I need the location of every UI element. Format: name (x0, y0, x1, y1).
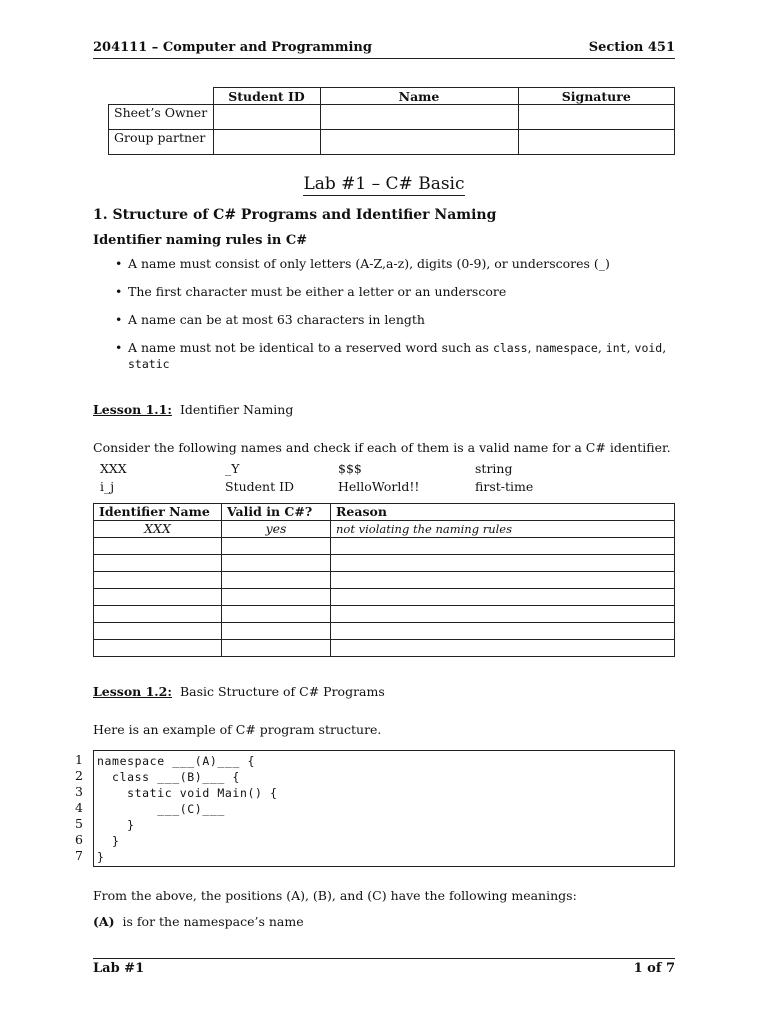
footer-lab: Lab #1 (93, 961, 145, 976)
page-title: Lab #1 – C# Basic (303, 174, 465, 194)
code-box (93, 750, 675, 867)
page-header (93, 40, 675, 59)
lesson-1-1-intro: Consider the following names and check if each of them is a valid name for a C# identifier. (93, 440, 671, 455)
owner-student-id-cell[interactable] (213, 105, 320, 130)
table-row[interactable] (94, 623, 675, 640)
reserved-word: static (128, 357, 170, 371)
reserved-word: int (605, 341, 627, 355)
candidate-names (100, 461, 675, 497)
example-reason: not violating the naming rules (331, 521, 675, 538)
section-number: Section 451 (588, 40, 675, 55)
lesson-1-1-heading: Lesson 1.1: Identifier Naming (93, 402, 294, 417)
partner-signature-cell[interactable] (518, 130, 675, 155)
table-row[interactable] (94, 555, 675, 572)
lesson-1-2-intro: Here is an example of C# program structure. (93, 722, 382, 737)
meaning-a: (A) is for the namespace’s name (93, 914, 304, 929)
example-valid: yes (222, 521, 331, 538)
owner-name-cell[interactable] (320, 105, 518, 130)
reserved-word: namespace (535, 341, 598, 355)
table-row[interactable] (94, 640, 675, 657)
line-numbers: 1 2 3 4 5 6 7 (75, 752, 83, 863)
table-row[interactable] (94, 589, 675, 606)
example-identifier: XXX (94, 521, 222, 538)
col-valid: Valid in C#? (222, 504, 331, 521)
reserved-word: void (634, 341, 663, 355)
col-identifier-name: Identifier Name (94, 504, 222, 521)
table-row[interactable] (94, 572, 675, 589)
names-row: i_j Student ID HelloWorld!! first-time (100, 479, 534, 494)
reserved-word: class (492, 341, 528, 355)
lesson-1-2-heading: Lesson 1.2: Basic Structure of C# Programs (93, 684, 385, 699)
page-number: 1 of 7 (633, 961, 675, 976)
list-item: • The first character must be either a letter or an underscore (93, 284, 675, 300)
naming-rules-list (93, 256, 675, 384)
names-row: XXX _Y $$$ string (100, 461, 513, 476)
table-row[interactable] (94, 606, 675, 623)
list-item: • A name can be at most 63 characters in length (93, 312, 675, 328)
partner-student-id-cell[interactable] (213, 130, 320, 155)
partner-row-label: Group partner (109, 130, 214, 155)
identifier-table (93, 503, 675, 657)
owner-col-student-id: Student ID (213, 88, 320, 105)
list-item: • A name must consist of only letters (A-Z,a-z), digits (0-9), or underscores (_) (93, 256, 675, 272)
subsection-heading: Identifier naming rules in C# (93, 233, 308, 248)
owner-col-name: Name (320, 88, 518, 105)
owner-table (108, 87, 675, 155)
owner-row-label: Sheet’s Owner (109, 105, 214, 130)
owner-signature-cell[interactable] (518, 105, 675, 130)
list-item: • A name must not be identical to a reserved word such as class, namespace, int, void, static (93, 340, 675, 372)
section-heading: 1. Structure of C# Programs and Identifier Naming (93, 207, 497, 223)
course-title: 204111 – Computer and Programming (93, 40, 372, 55)
owner-col-signature: Signature (518, 88, 675, 105)
page-footer (93, 958, 675, 977)
partner-name-cell[interactable] (320, 130, 518, 155)
document-page (75, 0, 675, 1024)
col-reason: Reason (331, 504, 675, 521)
table-row[interactable] (94, 538, 675, 555)
code-text: namespace ___(A)___ { class ___(B)___ { static void Main() { ___(C)___ } } } (97, 754, 278, 864)
positions-intro: From the above, the positions (A), (B), and (C) have the following meanings: (93, 888, 577, 903)
